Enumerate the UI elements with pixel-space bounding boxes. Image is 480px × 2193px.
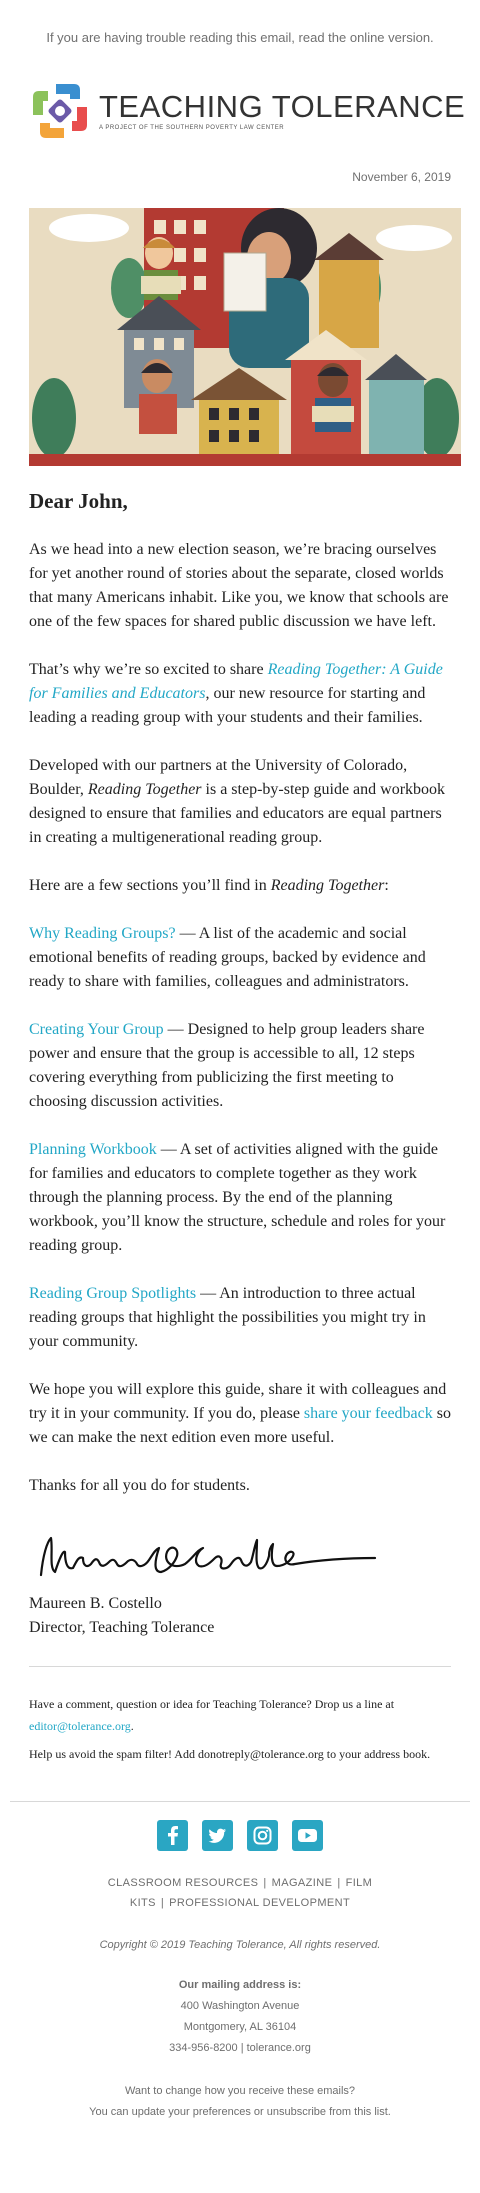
paragraph-thanks: Thanks for all you do for students.: [29, 1477, 250, 1494]
share-feedback-link[interactable]: share your feedback: [303, 1405, 433, 1422]
contact-line: 334-956-8200 | tolerance.org: [169, 2042, 311, 2054]
handwritten-signature: [29, 1520, 389, 1588]
signer-title: Director, Teaching Tolerance: [29, 1619, 215, 1636]
footer-link-film-kits[interactable]: FILM KITS: [129, 1877, 373, 1909]
paragraph-sections-intro: Here are a few sections you’ll find in Reading Together:: [29, 877, 389, 894]
teaching-tolerance-logo-icon: [29, 80, 91, 142]
address-line-2: Montgomery, AL 36104: [183, 2021, 297, 2033]
contact-note: Have a comment, question or idea for Teaching Tolerance? Drop us a line at editor@tolerance.org.: [29, 1697, 395, 1733]
hero-illustration[interactable]: [29, 208, 461, 466]
mailing-address-label: Our mailing address is:: [178, 1979, 302, 1991]
footer-nav: CLASSROOM RESOURCES | MAGAZINE | FILM KITS | PROFESSIONAL DEVELOPMENT: [107, 1877, 373, 1909]
footer-link-magazine[interactable]: MAGAZINE: [271, 1877, 333, 1889]
editor-email-link[interactable]: editor@tolerance.org: [29, 1719, 131, 1733]
youtube-icon[interactable]: [292, 1820, 323, 1851]
spam-filter-note: Help us avoid the spam filter! Add donotreply@tolerance.org to your address book.: [29, 1747, 431, 1761]
footer-divider: [10, 1801, 470, 1802]
mailing-address: [0, 1975, 480, 2059]
twitter-icon[interactable]: [202, 1820, 233, 1851]
logo[interactable]: [29, 80, 480, 142]
email-date: November 6, 2019: [352, 170, 451, 184]
social-links: [0, 1820, 480, 1851]
divider: [29, 1666, 451, 1667]
email-body: [0, 488, 480, 1765]
reading-together-guide-link[interactable]: Reading Together: A Guide for Families and Educators: [29, 661, 443, 702]
greeting: Dear John,: [29, 489, 128, 513]
section-planning-workbook: Planning Workbook — A set of activities aligned with the guide for families and educators to complete together as they work through the planning process. By the end of the planning workbook, you’ll know the structure, schedule and roles for your reading group.: [29, 1141, 446, 1254]
footer-link-classroom-resources[interactable]: CLASSROOM RESOURCES: [107, 1877, 259, 1889]
section-why-reading-groups: Why Reading Groups? — A list of the academic and social emotional benefits of reading groups, backed by evidence and ready to share with families, colleagues and administrators.: [29, 925, 426, 990]
email-preferences: [0, 2081, 480, 2123]
preferences-question: Want to change how you receive these emails?: [124, 2085, 356, 2097]
facebook-icon[interactable]: [157, 1820, 188, 1851]
planning-workbook-link[interactable]: Planning Workbook: [29, 1141, 157, 1158]
copyright: Copyright © 2019 Teaching Tolerance, All rights reserved.: [99, 1939, 381, 1951]
logo-title: TEACHING TOLERANCE: [99, 89, 466, 124]
reading-group-spotlights-link[interactable]: Reading Group Spotlights: [29, 1285, 197, 1302]
address-line-1: 400 Washington Avenue: [180, 2000, 300, 2012]
creating-your-group-link[interactable]: Creating Your Group: [29, 1021, 164, 1038]
section-reading-group-spotlights: Reading Group Spotlights — An introduction to three actual reading groups that highlight the possibilities you might try in your community.: [29, 1285, 426, 1350]
paragraph-announcement: That’s why we’re so excited to share Reading Together: A Guide for Families and Educators, our new resource for starting and leading a reading group with your students and their families.: [29, 661, 443, 726]
why-reading-groups-link[interactable]: Why Reading Groups?: [29, 925, 176, 942]
paragraph-intro: As we head into a new election season, we’re bracing ourselves for yet another round of stories about the separate, closed worlds that many Americans inhabit. Like you, we know that schools are one of the few spaces for shared public discussion we have left.: [29, 541, 449, 630]
signer-block: [29, 1592, 451, 1640]
paragraph-closing: We hope you will explore this guide, share it with colleagues and try it in your community. If you do, please share your feedback so we can make the next edition even more useful.: [29, 1381, 451, 1446]
signer-name: Maureen B. Costello: [29, 1595, 162, 1612]
update-preferences-link[interactable]: You can update your preferences or unsubscribe from this list.: [89, 2106, 391, 2118]
footer-link-professional-development[interactable]: PROFESSIONAL DEVELOPMENT: [169, 1897, 351, 1909]
paragraph-partners: Developed with our partners at the University of Colorado, Boulder, Reading Together is a step-by-step guide and workbook designed to ensure that families and educators are equal partners in creating a multigenerational reading group.: [29, 757, 446, 846]
section-creating-your-group: Creating Your Group — Designed to help group leaders share power and ensure that the group is accessible to all, 12 steps covering everything from publicizing the first meeting to choosing discussion activities.: [29, 1021, 425, 1110]
logo-subtitle: A PROJECT OF THE SOUTHERN POVERTY LAW CENTER: [99, 125, 285, 131]
instagram-icon[interactable]: [247, 1820, 278, 1851]
online-version-link[interactable]: If you are having trouble reading this email, read the online version.: [46, 30, 434, 45]
